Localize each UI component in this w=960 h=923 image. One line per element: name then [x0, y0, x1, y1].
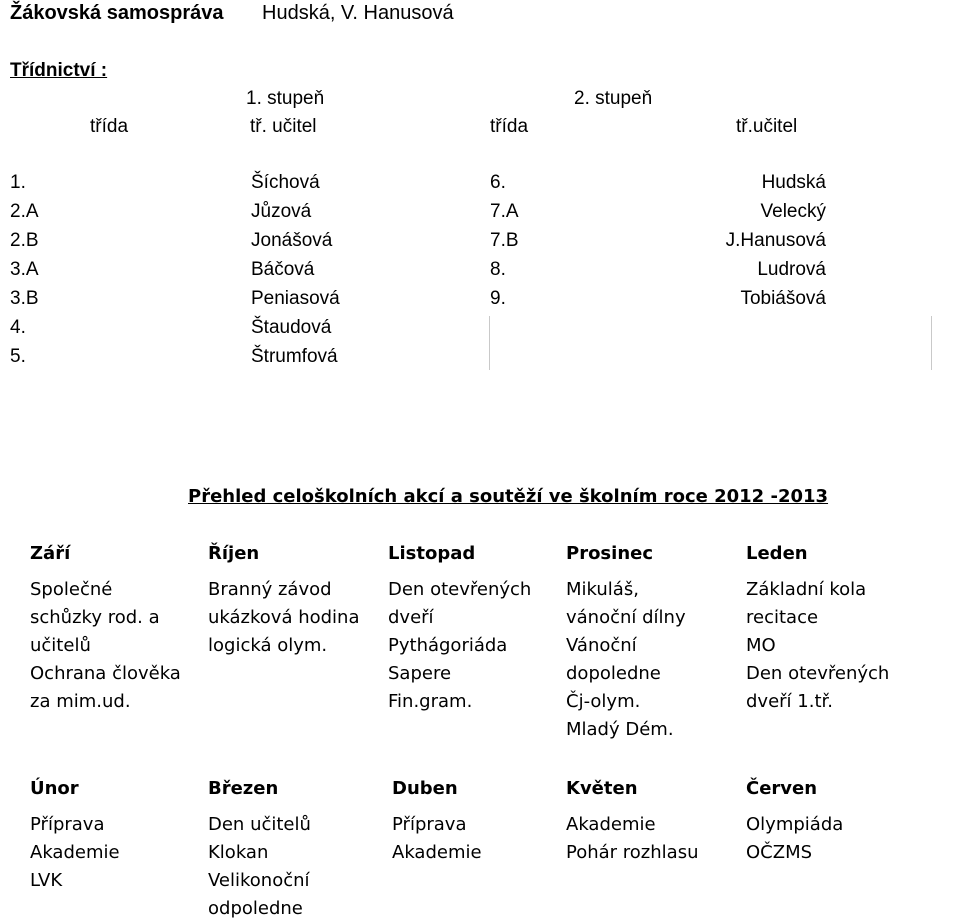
- class-cell: 2.B: [10, 230, 39, 251]
- month-column: [746, 775, 843, 867]
- event-item: odpoledne: [208, 898, 303, 919]
- stage2-label: 2. stupeň: [574, 88, 653, 109]
- month-column: [30, 775, 120, 895]
- section-title: Žákovská samospráva: [10, 2, 224, 24]
- event-item: Společné: [30, 579, 113, 600]
- event-item: Mladý Dém.: [566, 719, 674, 740]
- month-column: [30, 540, 181, 716]
- class-cell: 6.: [490, 172, 506, 193]
- event-item: Olympiáda: [746, 814, 844, 835]
- event-item: Pohár rozhlasu: [566, 842, 699, 863]
- event-item: Ochrana člověka: [30, 663, 181, 684]
- teacher-cell: Ludrová: [757, 259, 826, 280]
- event-item: OČZMS: [746, 842, 813, 863]
- stage1-label: 1. stupeň: [246, 88, 325, 109]
- class-cell: 8.: [490, 259, 506, 280]
- event-item: MO: [746, 635, 776, 656]
- event-item: dveří 1.tř.: [746, 691, 833, 712]
- event-item: Příprava: [30, 814, 105, 835]
- col-header-teacher1: tř. učitel: [250, 116, 317, 137]
- event-item: Pythágoriáda: [388, 635, 508, 656]
- event-item: recitace: [746, 607, 819, 628]
- teacher-cell: Jonášová: [251, 230, 333, 251]
- event-item: schůzky rod. a: [30, 607, 160, 628]
- tridnictvi-label: Třídnictví :: [10, 60, 108, 81]
- month-column: [392, 775, 482, 867]
- class-cell: 7.B: [490, 230, 519, 251]
- month-column: [746, 540, 889, 716]
- month-heading: Červen: [746, 778, 818, 799]
- month-heading: Říjen: [208, 543, 260, 564]
- month-column: [208, 540, 359, 660]
- event-item: Akademie: [392, 842, 482, 863]
- teacher-cell: Peniasová: [251, 288, 340, 309]
- event-item: vánoční dílny: [566, 607, 686, 628]
- col-header-class2: třída: [490, 116, 529, 137]
- month-column: [566, 540, 686, 744]
- event-item: dveří: [388, 607, 434, 628]
- event-item: Sapere: [388, 663, 452, 684]
- class-cell: 2.A: [10, 201, 39, 222]
- event-item: učitelů: [30, 635, 91, 656]
- class-cell: 4.: [10, 317, 26, 338]
- event-item: Velikonoční: [208, 870, 310, 891]
- event-item: Mikuláš,: [566, 579, 639, 600]
- teacher-cell: Tobiášová: [740, 288, 826, 309]
- event-item: LVK: [30, 870, 63, 891]
- event-item: Čj-olym.: [566, 691, 641, 712]
- class-cell: 5.: [10, 346, 26, 367]
- month-column: [208, 775, 311, 923]
- event-item: Akademie: [30, 842, 120, 863]
- names: Hudská, V. Hanusová: [262, 2, 454, 24]
- class-cell: 3.A: [10, 259, 39, 280]
- teacher-cell: Šíchová: [251, 172, 320, 193]
- month-heading: Květen: [566, 778, 638, 799]
- cell-border: [489, 316, 490, 370]
- teacher-cell: Štaudová: [251, 317, 332, 338]
- month-heading: Leden: [746, 543, 808, 564]
- teacher-cell: J.Hanusová: [725, 230, 826, 251]
- class-cell: 3.B: [10, 288, 39, 309]
- cell-border: [931, 316, 932, 370]
- teacher-cell: Hudská: [761, 172, 826, 193]
- event-item: Klokan: [208, 842, 269, 863]
- event-item: ukázková hodina: [208, 607, 360, 628]
- event-item: za mim.ud.: [30, 691, 131, 712]
- month-heading: Únor: [30, 778, 79, 799]
- overview-title: Přehled celoškolních akcí a soutěží ve školním roce 2012 -2013: [188, 486, 829, 507]
- month-heading: Listopad: [388, 543, 476, 564]
- month-heading: Duben: [392, 778, 458, 799]
- event-item: dopoledne: [566, 663, 661, 684]
- month-heading: Prosinec: [566, 543, 654, 564]
- col-header-class1: třída: [90, 116, 129, 137]
- month-heading: Září: [30, 543, 71, 564]
- teacher-cell: Báčová: [251, 259, 315, 280]
- event-item: Akademie: [566, 814, 656, 835]
- event-item: Den otevřených: [388, 579, 532, 600]
- event-item: Fin.gram.: [388, 691, 473, 712]
- teacher-cell: Štrumfová: [251, 346, 338, 367]
- class-cell: 7.A: [490, 201, 519, 222]
- event-item: Den učitelů: [208, 814, 311, 835]
- month-heading: Březen: [208, 778, 279, 799]
- event-item: Branný závod: [208, 579, 332, 600]
- event-item: Den otevřených: [746, 663, 890, 684]
- class-cell: 1.: [10, 172, 26, 193]
- class-cell: 9.: [490, 288, 506, 309]
- teacher-cell: Velecký: [760, 201, 826, 222]
- event-item: Vánoční: [566, 635, 637, 656]
- col-header-teacher2: tř.učitel: [736, 116, 798, 137]
- event-item: Základní kola: [746, 579, 867, 600]
- month-column: [566, 775, 698, 867]
- event-item: Příprava: [392, 814, 467, 835]
- month-column: [388, 540, 531, 716]
- event-item: logická olym.: [208, 635, 328, 656]
- teacher-cell: Jůzová: [251, 201, 312, 222]
